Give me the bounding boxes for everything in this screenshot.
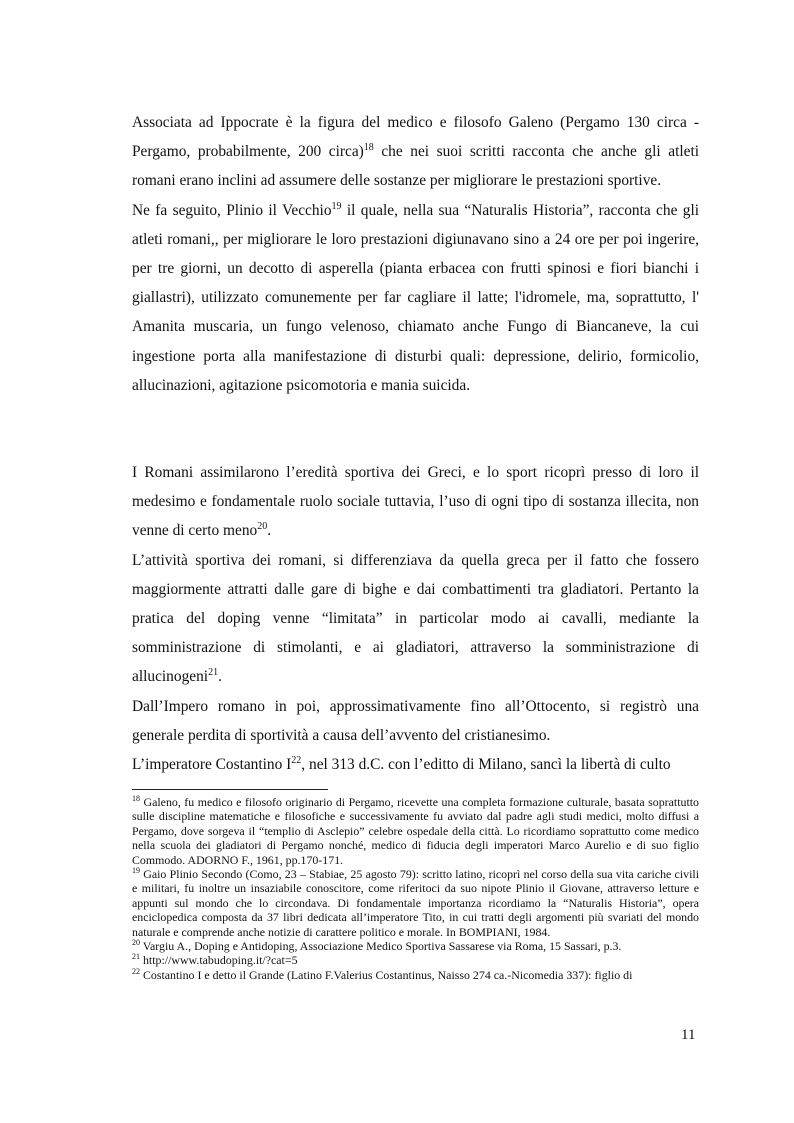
footnote: [132, 939, 699, 953]
footnotes: [132, 795, 699, 982]
footnote: [132, 953, 699, 967]
paragraph-text: il quale, nella sua “Naturalis Historia”, racconta che gli atleti romani,, per migliorare le loro prestazioni digiunavano sino a 24 ore per poi ingerire, per tre giorni, un decotto di asperella (pianta erbacea con frutti spinosi e fiori bianchi i giallastri), utilizzato comunemente per far cagliare il latte; l'idromele, ma, soprattutto, l' Amanita muscaria, un fungo velenoso, chiamato anche Fungo di Biancaneve, la cui ingestione porta alla manifestazione di disturbi quali: depressione, delirio, formicolio, allucinazioni, agitazione psicomotoria e mania suicida.: [132, 201, 699, 394]
paragraph-text: L’imperatore Costantino I: [132, 756, 292, 774]
paragraph-text: .: [267, 522, 272, 540]
footnote-text: Vargiu A., Doping e Antidoping, Associazione Medico Sportiva Sassarese via Roma, 15 Sassari, p.3.: [140, 939, 622, 954]
footnote: [132, 867, 699, 939]
paragraph-text: .: [218, 668, 222, 686]
paragraph-text: Associata ad Ippocrate è la figura del medico e filosofo Galeno (Pergamo 130 circa - Pergamo, probabilmente, 200 circa): [132, 114, 699, 161]
paragraph-text: che nei suoi scritti racconta che anche gli atleti romani erano inclini ad assumere delle sostanze per migliorare le prestazioni sportive.: [132, 143, 700, 190]
footnote: [132, 968, 699, 982]
footnote-text: Gaio Plinio Secondo (Como, 23 – Stabiae, 25 agosto 79): scritto latino, ricoprì nel corso della sua vita cariche civili e militari, fu inoltre un insaziabile conoscitore, come riferitoci da suo nipote Plinio il Giovane, attraverso letture e appunti sul mondo che lo circondava. Di fondamentale importanza ricordiamo la “Naturalis Historia”, opera enciclopedica composta da 37 libri dedicata all’imperatore Tito, in cui tratti degli argomenti più svariati del mondo naturale e comprende anche notizie di carattere politico e morale. In BOMPIANI, 1984.: [132, 867, 699, 939]
paragraph-text: Ne fa seguito, Plinio il Vecchio: [132, 201, 332, 219]
body-text: [132, 108, 699, 779]
paragraph: [132, 458, 699, 546]
paragraph: [132, 108, 699, 196]
paragraph: [132, 692, 699, 750]
footnote-number: 22: [132, 966, 140, 976]
footnote-text: Costantino I e detto il Grande (Latino F.Valerius Costantinus, Naisso 274 ca.-Nicomedia 337): figlio di: [140, 967, 633, 982]
paragraph-text: L’attività sportiva dei romani, si differenziava da quella greca per il fatto che fossero maggiormente attratti dalle gare di bighe e dai combattimenti tra gladiatori. Pertanto la pratica del doping venne “limitata” in particolar modo ai cavalli, mediante la somministrazione di stimolanti, e ai gladiatori, attraverso la somministrazione di allucinogeni: [132, 551, 699, 686]
footnote-ref[interactable]: 21: [208, 667, 219, 679]
footnote-separator: [132, 789, 328, 790]
paragraph: [132, 196, 699, 400]
footnote-ref[interactable]: 20: [257, 521, 268, 533]
paragraph-text: , nel 313 d.C. con l’editto di Milano, sancì la libertà di culto: [301, 756, 671, 774]
paragraph-text: I Romani assimilarono l’eredità sportiva dei Greci, e lo sport ricoprì presso di loro il medesimo e fondamentale ruolo sociale tuttavia, l’uso di ogni tipo di sostanza illecita, non venne di certo meno: [132, 464, 699, 540]
footnote-number: 21: [132, 952, 140, 962]
footnote-number: 18: [132, 794, 140, 804]
footnote-ref[interactable]: 22: [291, 754, 302, 766]
paragraph: [132, 750, 699, 779]
footnote-ref[interactable]: 18: [363, 142, 374, 154]
footnote-number: 19: [132, 866, 140, 876]
footnote-number: 20: [132, 938, 140, 948]
footnote-ref[interactable]: 19: [331, 200, 342, 212]
footnote-text[interactable]: http://www.tabudoping.it/?cat=5: [140, 953, 298, 968]
paragraph: [132, 546, 699, 692]
footnote-text: Galeno, fu medico e filosofo originario di Pergamo, ricevette una completa formazione culturale, basata soprattutto sulle discipline matematiche e filosofiche e successivamente fu avviato dal padre agli studi medici, molto diffusi a Pergamo, dove sorgeva il “templio di Asclepio” celebre ospedale della città. Lo ricordiamo soprattutto come medico nella scuola dei gladiatori di Pergamo nonché, medico di fiducia degli imperatori Marco Aurelio e di suo figlio Commodo. ADORNO F., 1961, pp.170-171.: [132, 795, 699, 867]
page-number: 11: [681, 1027, 696, 1043]
footnote: [132, 795, 699, 867]
paragraph-text: Dall’Impero romano in poi, approssimativamente fino all’Ottocento, si registrò una generale perdita di sportività a causa dell’avvento del cristianesimo.: [132, 697, 699, 744]
